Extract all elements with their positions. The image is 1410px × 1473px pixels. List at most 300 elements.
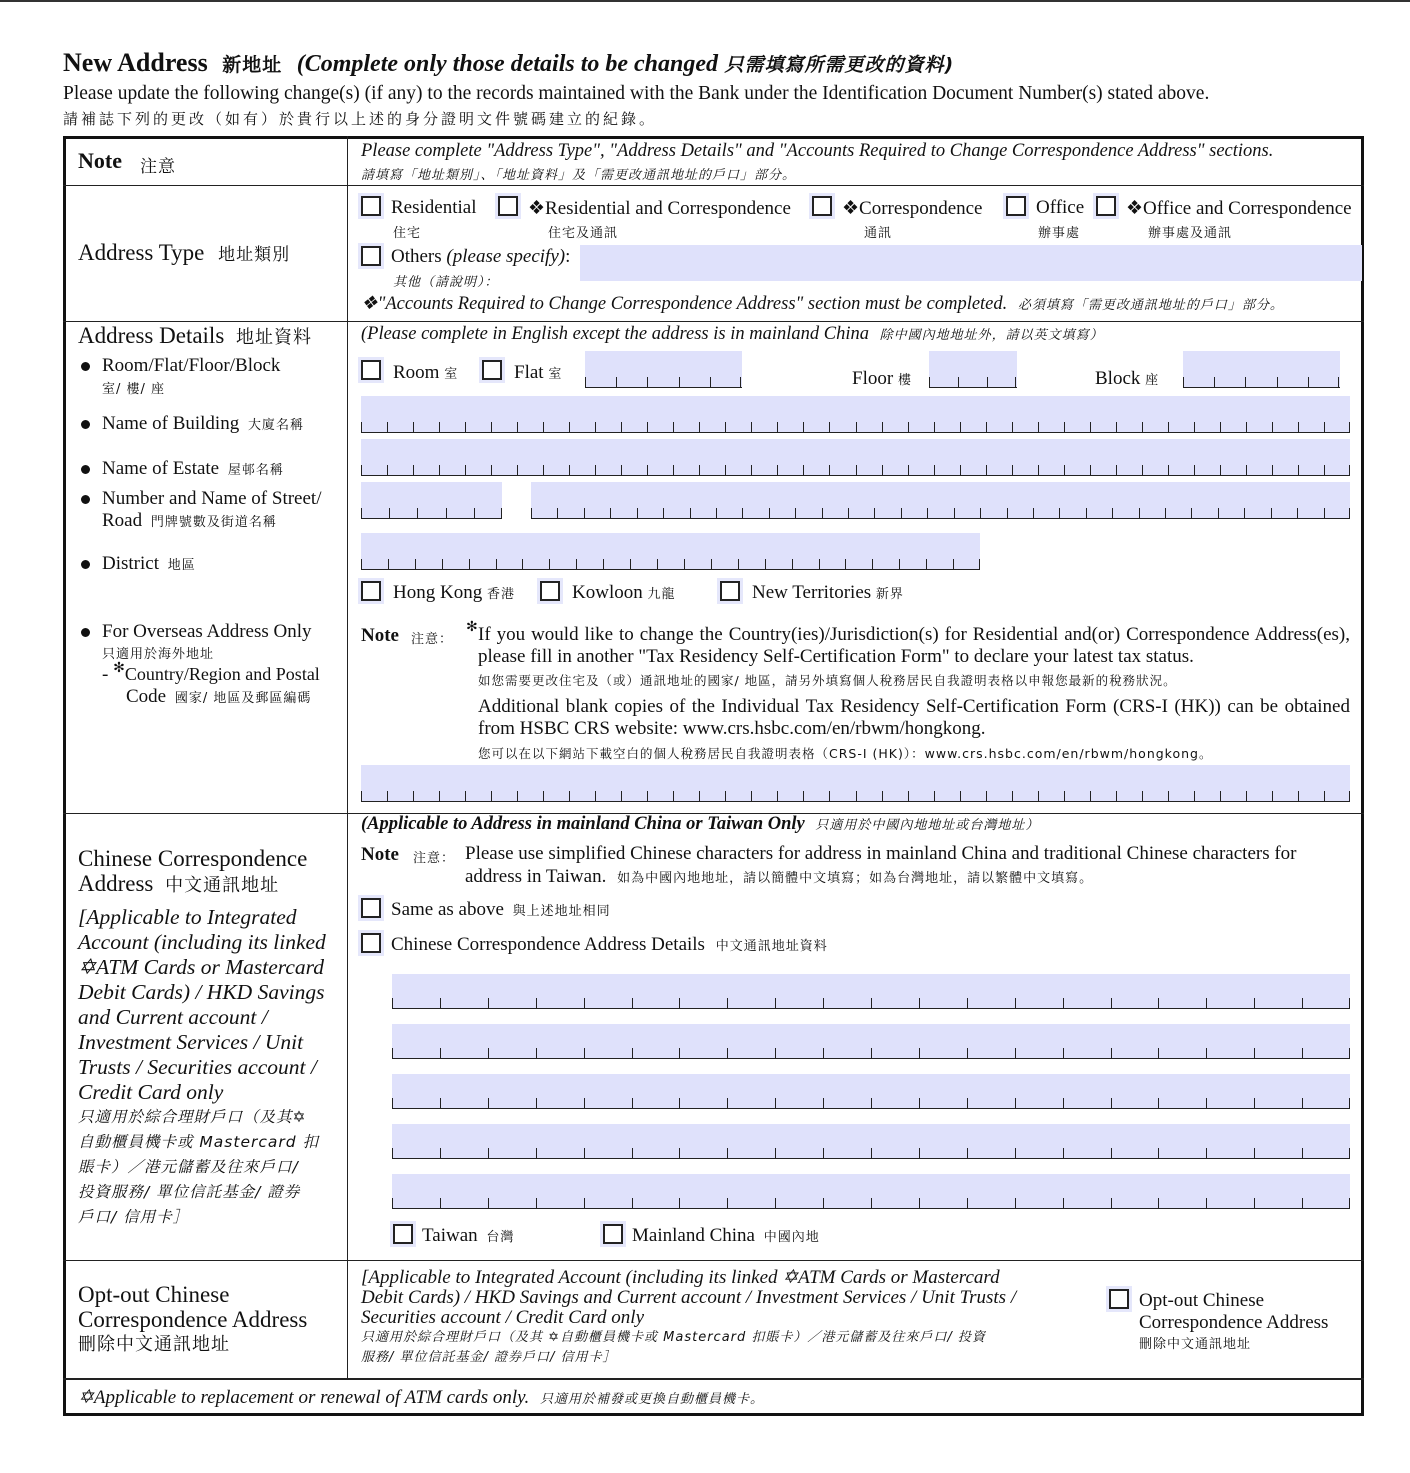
- comb-tick: [1254, 1148, 1255, 1158]
- comb-tick: [603, 559, 604, 569]
- comb-tick: [792, 559, 793, 569]
- comb-tick: [673, 422, 674, 432]
- office-label-zh: 辦事處: [1038, 226, 1081, 241]
- comb-tick: [699, 465, 700, 475]
- others-specify-input[interactable]: [580, 245, 1362, 281]
- chinese-address-applicable-en: [78, 905, 326, 1105]
- footnote-en: ❖"Accounts Required to Change Correspondence Address" section must be completed.: [361, 294, 1008, 314]
- residential-checkbox[interactable]: [361, 196, 381, 216]
- item-country-label-zh: 國家/ 地區及郵區編碼: [174, 691, 312, 706]
- mainland-china-label-zh: 中國內地: [763, 1230, 820, 1245]
- others-label-zh: 其他（請說明）：: [393, 275, 499, 290]
- comb-tick: [1165, 508, 1166, 518]
- optout-label-en-2: Correspondence Address: [78, 1307, 308, 1332]
- comb-tick: [1324, 791, 1325, 801]
- office-correspondence-checkbox[interactable]: [1096, 196, 1116, 216]
- footnote-zh: 必須填寫「需更改通訊地址的戶口」部分。: [1017, 298, 1284, 313]
- comb-tick: [823, 1048, 824, 1058]
- hong-kong-label-en: Hong Kong: [393, 582, 483, 603]
- comb-tick: [1158, 1048, 1159, 1058]
- comb-tick: [919, 998, 920, 1008]
- footer-note: [78, 1386, 764, 1409]
- comb-tick: [1158, 998, 1159, 1008]
- new-territories-label-zh: 新界: [875, 587, 904, 602]
- hong-kong-label: [393, 582, 515, 604]
- comb-tick: [637, 508, 638, 518]
- item-estate-label-en: Name of Estate: [102, 458, 220, 479]
- comb-tick: [1116, 465, 1117, 475]
- comb-tick: [496, 559, 497, 569]
- new-territories-label-en: New Territories: [752, 582, 872, 603]
- comb-tick: [775, 1048, 776, 1058]
- optout-checkbox-label: [1139, 1290, 1328, 1356]
- row-divider: [63, 321, 1364, 322]
- comb-tick: [751, 465, 752, 475]
- comb-tick: [679, 1048, 680, 1058]
- comb-tick: [632, 998, 633, 1008]
- optout-text-zh: 服務/ 單位信託基金/ 證券戶口/ 信用卡］: [361, 1350, 617, 1365]
- comb-tick: [874, 508, 875, 518]
- optout-checkbox-label-zh: 刪除中文通訊地址: [1139, 1337, 1252, 1352]
- chinese-note-en-1: Please use simplified Chinese characters for address in mainland China and traditional Chinese characters for: [465, 843, 1297, 864]
- room-flat-input[interactable]: [585, 351, 742, 388]
- comb-tick: [725, 791, 726, 801]
- comb-tick: [1064, 791, 1065, 801]
- bullet: [81, 628, 90, 637]
- comb-tick: [727, 1198, 728, 1208]
- comb-tick: [690, 508, 691, 518]
- comb-tick: [1272, 422, 1273, 432]
- comb-tick: [465, 791, 466, 801]
- comb-tick: [1246, 791, 1247, 801]
- comb-tick: [727, 998, 728, 1008]
- hong-kong-checkbox[interactable]: [361, 581, 381, 601]
- floor-label-zh: 樓: [897, 373, 912, 388]
- optout-checkbox-label-en-2: Correspondence Address: [1139, 1312, 1329, 1333]
- top-rule: [0, 0, 1410, 2]
- comb-tick: [823, 1098, 824, 1108]
- applicable-line-zh: 只適用於綜合理財戶口（及其✡: [78, 1108, 307, 1126]
- comb-tick: [1090, 422, 1091, 432]
- office-label: Office: [1036, 197, 1085, 218]
- comb-tick: [488, 1048, 489, 1058]
- comb-tick: [1142, 465, 1143, 475]
- item-overseas-label-zh: 只適用於海外地址: [102, 647, 215, 662]
- chinese-address-label-en-1: Chinese Correspondence: [78, 846, 308, 871]
- applicable-line: Debit Cards) / HKD Savings: [78, 980, 325, 1004]
- comb-tick: [1206, 1198, 1207, 1208]
- comb-tick: [1012, 791, 1013, 801]
- comb-tick: [392, 1098, 393, 1108]
- comb-tick: [960, 465, 961, 475]
- address-type-label: [78, 240, 290, 266]
- item-district-label: [102, 553, 196, 575]
- comb-tick: [488, 998, 489, 1008]
- applicable-line-zh: 賬卡）／港元儲蓄及往來戶口/: [78, 1158, 299, 1176]
- others-specify: (please specify): [446, 246, 566, 267]
- applicable-line: Investment Services / Unit: [78, 1030, 304, 1054]
- comb-tick: [908, 791, 909, 801]
- overseas-note-p2-zh: 您可以在以下網站下載空白的個人稅務居民自我證明表格（CRS-I (HK)）：www.crs.hsbc.com/en/rbwm/hongkong。: [478, 746, 1213, 761]
- comb-tick: [1064, 422, 1065, 432]
- comb-tick: [1324, 422, 1325, 432]
- comb-tick: [1349, 465, 1350, 475]
- applicable-line: [Applicable to Integrated: [78, 905, 297, 929]
- comb-tick: [967, 1098, 968, 1108]
- estate-name-input[interactable]: [361, 439, 1350, 476]
- comb-tick: [882, 422, 883, 432]
- chinese-address-line-2[interactable]: [392, 1024, 1350, 1059]
- chinese-address-details-label-zh: 中文通訊地址資料: [715, 939, 828, 954]
- comb-tick: [1090, 465, 1091, 475]
- comb-tick: [1324, 465, 1325, 475]
- comb-tick: [1349, 1148, 1350, 1158]
- optout-checkbox[interactable]: [1109, 1289, 1129, 1309]
- item-street-label: Number and Name of Street/: [102, 488, 322, 509]
- overseas-note-p2: Additional blank copies of the Individual Tax Residency Self-Certification Form (CRS-I (HK)) can be obtained from HSBC CRS website: www.crs.hsbc.com/en/rbwm/hongkong.: [478, 696, 1350, 739]
- residential-correspondence-checkbox[interactable]: [498, 196, 518, 216]
- comb-tick: [679, 998, 680, 1008]
- comb-tick: [1015, 1148, 1016, 1158]
- comb-tick: [1142, 422, 1143, 432]
- item-room-label: Room/Flat/Floor/Block: [102, 355, 281, 376]
- comb-tick: [953, 559, 954, 569]
- comb-tick: [1254, 1198, 1255, 1208]
- comb-tick: [1086, 508, 1087, 518]
- comb-tick: [1254, 1048, 1255, 1058]
- comb-tick: [986, 791, 987, 801]
- instruction-zh: 除中國內地地址外，請以英文填寫）: [879, 328, 1104, 343]
- comb-tick: [361, 559, 362, 569]
- comb-tick: [742, 508, 743, 518]
- comb-tick: [361, 791, 362, 801]
- item-estate-label: [102, 458, 284, 480]
- comb-tick: [415, 559, 416, 569]
- intro-en: Please update the following change(s) (if any) to the records maintained with the Bank under the Identification Document Number(s) stated above.: [63, 83, 1210, 104]
- comb-tick: [1349, 1048, 1350, 1058]
- comb-tick: [439, 791, 440, 801]
- optout-text-zh: 只適用於綜合理財戶口（及其 ✡自動櫃員機卡或 Mastercard 扣賬卡）／港元儲蓄及往來戶口/ 投資: [361, 1330, 986, 1345]
- flat-label-en: Flat: [514, 362, 544, 383]
- comb-tick: [1063, 1198, 1064, 1208]
- item-street-label-2: [102, 510, 277, 532]
- correspondence-label: ❖Correspondence: [842, 198, 983, 219]
- comb-tick: [446, 508, 447, 518]
- address-details-label-en: Address Details: [78, 323, 225, 348]
- comb-tick: [1064, 465, 1065, 475]
- comb-tick: [536, 998, 537, 1008]
- comb-tick: [1298, 422, 1299, 432]
- comb-tick: [738, 559, 739, 569]
- correspondence-label-zh: 通訊: [864, 226, 893, 241]
- comb-tick: [1012, 422, 1013, 432]
- chinese-address-heading-en: (Applicable to Address in mainland China or Taiwan Only: [361, 814, 805, 834]
- comb-tick: [775, 998, 776, 1008]
- district-input[interactable]: [361, 533, 980, 570]
- comb-tick: [621, 791, 622, 801]
- column-divider: [347, 136, 348, 1379]
- address-type-label-zh: 地址類別: [218, 245, 291, 265]
- block-input[interactable]: [1183, 351, 1340, 388]
- chinese-note-label-zh: 注意：: [413, 851, 456, 866]
- comb-tick: [1038, 422, 1039, 432]
- comb-tick: [536, 1148, 537, 1158]
- comb-tick: [1302, 998, 1303, 1008]
- comb-tick: [1012, 465, 1013, 475]
- room-label-zh: 室: [444, 367, 459, 382]
- comb-tick: [823, 998, 824, 1008]
- comb-tick: [413, 791, 414, 801]
- address-type-label-en: Address Type: [78, 240, 205, 265]
- office-correspondence-label-zh: 辦事處及通訊: [1148, 226, 1233, 241]
- comb-tick: [934, 465, 935, 475]
- floor-label-en: Floor: [852, 368, 894, 389]
- floor-label: [852, 368, 912, 390]
- comb-tick: [1015, 1098, 1016, 1108]
- comb-tick: [765, 559, 766, 569]
- comb-tick: [919, 1198, 920, 1208]
- others-checkbox[interactable]: [361, 246, 381, 266]
- footer-note-en: ✡Applicable to replacement or renewal of ATM cards only.: [78, 1387, 530, 1408]
- room-checkbox[interactable]: [361, 360, 381, 380]
- comb-tick: [1111, 998, 1112, 1008]
- chinese-address-line-1[interactable]: [392, 974, 1350, 1009]
- kowloon-label-zh: 九龍: [647, 587, 676, 602]
- comb-tick: [908, 422, 909, 432]
- applicable-line-zh: 投資服務/ 單位信託基金/ 證券: [78, 1183, 301, 1201]
- comb-tick: [517, 791, 518, 801]
- comb-tick: [856, 422, 857, 432]
- applicable-line: Trusts / Securities account /: [78, 1055, 317, 1079]
- applicable-line: and Current account /: [78, 1005, 268, 1029]
- comb-tick: [673, 791, 674, 801]
- comb-tick: [986, 465, 987, 475]
- chinese-note-line-2: [465, 866, 1093, 888]
- overseas-country-input[interactable]: [361, 765, 1350, 802]
- optout-text-en: [Applicable to Integrated Account (including its linked ✡ATM Cards or Mastercard: [361, 1267, 1000, 1288]
- chinese-address-details-label-en: Chinese Correspondence Address Details: [391, 934, 705, 955]
- comb-tick: [1194, 465, 1195, 475]
- new-territories-checkbox[interactable]: [720, 581, 740, 601]
- item-estate-label-zh: 屋邨名稱: [227, 463, 284, 478]
- comb-tick: [488, 1148, 489, 1158]
- comb-tick: [632, 1198, 633, 1208]
- chinese-address-label-zh: 中文通訊地址: [165, 875, 280, 896]
- star-icon: ✻: [466, 620, 478, 635]
- comb-tick: [392, 1198, 393, 1208]
- comb-tick: [1015, 1048, 1016, 1058]
- comb-tick: [711, 559, 712, 569]
- chinese-address-applicable-zh: [78, 1105, 319, 1230]
- dash: -: [102, 664, 109, 685]
- comb-tick: [777, 465, 778, 475]
- comb-tick: [413, 422, 414, 432]
- comb-tick: [543, 465, 544, 475]
- comb-tick: [387, 465, 388, 475]
- taiwan-label: [422, 1225, 514, 1247]
- comb-tick: [1349, 791, 1350, 801]
- comb-tick: [1015, 998, 1016, 1008]
- comb-tick: [725, 422, 726, 432]
- comb-tick: [501, 508, 502, 518]
- applicable-line: Account (including its linked: [78, 930, 326, 954]
- title-note-zh: 只需填寫所需更改的資料): [724, 54, 955, 76]
- flat-checkbox[interactable]: [482, 360, 502, 380]
- mainland-china-checkbox[interactable]: [603, 1224, 623, 1244]
- same-as-above-checkbox[interactable]: [361, 898, 381, 918]
- address-details-label: [78, 323, 312, 349]
- comb-tick: [871, 998, 872, 1008]
- comb-tick: [1302, 1198, 1303, 1208]
- comb-tick: [1206, 1148, 1207, 1158]
- item-street-label-en2: Road: [102, 510, 143, 531]
- comb-tick: [1254, 998, 1255, 1008]
- comb-tick: [536, 1198, 537, 1208]
- taiwan-label-en: Taiwan: [422, 1225, 478, 1246]
- residential-correspondence-label-zh: 住宅及通訊: [548, 226, 619, 241]
- chinese-address-line-5[interactable]: [392, 1174, 1350, 1209]
- comb-tick: [439, 465, 440, 475]
- bullet: [81, 465, 90, 474]
- office-checkbox[interactable]: [1006, 196, 1026, 216]
- chinese-note-en-2: address in Taiwan.: [465, 866, 607, 887]
- comb-tick: [803, 422, 804, 432]
- comb-tick: [823, 1148, 824, 1158]
- comb-tick: [673, 465, 674, 475]
- comb-tick: [1158, 1198, 1159, 1208]
- comb-tick: [775, 1148, 776, 1158]
- applicable-line: ✡ATM Cards or Mastercard: [78, 955, 324, 979]
- star-icon: ✻: [113, 661, 125, 676]
- room-label-en: Room: [393, 362, 440, 383]
- comb-tick: [663, 508, 664, 518]
- residential-label: Residential: [391, 197, 477, 218]
- comb-tick: [440, 1198, 441, 1208]
- comb-tick: [1246, 465, 1247, 475]
- chinese-address-line-4[interactable]: [392, 1124, 1350, 1159]
- comb-tick: [1158, 1098, 1159, 1108]
- comb-tick: [871, 1198, 872, 1208]
- comb-tick: [967, 1198, 968, 1208]
- comb-tick: [751, 791, 752, 801]
- comb-tick: [491, 465, 492, 475]
- comb-tick: [531, 508, 532, 518]
- kowloon-checkbox[interactable]: [540, 581, 560, 601]
- optout-label: [78, 1282, 307, 1357]
- item-country-label-en: Country/Region and Postal: [124, 664, 320, 684]
- comb-tick: [1015, 1198, 1016, 1208]
- chinese-address-heading-zh: 只適用於中國內地地址或台灣地址）: [815, 818, 1040, 833]
- comb-tick: [1038, 791, 1039, 801]
- comb-tick: [871, 1098, 872, 1108]
- chinese-address-details-label: [391, 934, 828, 956]
- address-details-label-zh: 地址資料: [236, 327, 313, 348]
- comb-tick: [413, 465, 414, 475]
- comb-tick: [1112, 508, 1113, 518]
- comb-tick: [882, 465, 883, 475]
- comb-tick: [986, 422, 987, 432]
- comb-tick: [967, 1148, 968, 1158]
- bullet: [81, 420, 90, 429]
- comb-tick: [557, 508, 558, 518]
- optout-label-en-1: Opt-out Chinese: [78, 1282, 230, 1307]
- note-label-en: Note: [78, 148, 122, 173]
- floor-input[interactable]: [929, 351, 1017, 388]
- comb-tick: [584, 1198, 585, 1208]
- comb-tick: [1063, 1098, 1064, 1108]
- kowloon-label: [572, 582, 676, 604]
- comb-tick: [1349, 1198, 1350, 1208]
- comb-tick: [882, 791, 883, 801]
- comb-tick: [1063, 1148, 1064, 1158]
- comb-tick: [536, 1098, 537, 1108]
- comb-tick: [1246, 422, 1247, 432]
- comb-tick: [440, 1148, 441, 1158]
- mainland-china-label-en: Mainland China: [632, 1225, 755, 1246]
- optout-applicable: [361, 1268, 1083, 1368]
- same-as-above-label: [391, 899, 611, 921]
- bullet: [81, 495, 90, 504]
- item-street-label-zh: 門牌號數及街道名稱: [150, 515, 277, 530]
- comb-tick: [679, 1198, 680, 1208]
- comb-tick: [569, 465, 570, 475]
- comb-tick: [576, 559, 577, 569]
- comb-tick: [584, 1048, 585, 1058]
- comb-tick: [595, 791, 596, 801]
- row-divider: [63, 1378, 1364, 1380]
- comb-tick: [769, 508, 770, 518]
- comb-tick: [1297, 508, 1298, 518]
- comb-tick: [1298, 465, 1299, 475]
- chinese-address-details-checkbox[interactable]: [361, 933, 381, 953]
- comb-tick: [632, 1048, 633, 1058]
- comb-tick: [1220, 791, 1221, 801]
- address-type-footnote: [361, 293, 1284, 315]
- comb-tick: [1271, 508, 1272, 518]
- comb-tick: [1349, 508, 1350, 518]
- comb-tick: [919, 1148, 920, 1158]
- comb-tick: [361, 422, 362, 432]
- comb-tick: [1349, 998, 1350, 1008]
- comb-tick: [727, 1048, 728, 1058]
- room-label: [393, 362, 458, 384]
- correspondence-checkbox[interactable]: [812, 196, 832, 216]
- comb-tick: [488, 1098, 489, 1108]
- others-label: Others (please specify):: [391, 246, 571, 267]
- comb-tick: [1116, 791, 1117, 801]
- block-label: [1095, 368, 1159, 390]
- comb-tick: [361, 465, 362, 475]
- footer-note-zh: 只適用於補發或更換自動櫃員機卡。: [540, 1392, 765, 1407]
- comb-tick: [543, 791, 544, 801]
- comb-tick: [517, 422, 518, 432]
- comb-tick: [1191, 508, 1192, 518]
- comb-tick: [829, 465, 830, 475]
- chinese-address-label: [78, 871, 279, 897]
- chinese-address-line-3[interactable]: [392, 1074, 1350, 1109]
- street-name-input[interactable]: [531, 482, 1350, 519]
- building-name-input[interactable]: [361, 396, 1350, 433]
- comb-tick: [901, 508, 902, 518]
- comb-tick: [871, 1148, 872, 1158]
- taiwan-checkbox[interactable]: [393, 1224, 413, 1244]
- comb-tick: [960, 791, 961, 801]
- street-number-input[interactable]: [361, 482, 502, 519]
- comb-tick: [584, 998, 585, 1008]
- title-en: New Address: [63, 48, 208, 77]
- comb-tick: [632, 1148, 633, 1158]
- intro-zh: 請補誌下列的更改（如有）於貴行以上述的身分證明文件號碼建立的紀錄。: [63, 110, 658, 128]
